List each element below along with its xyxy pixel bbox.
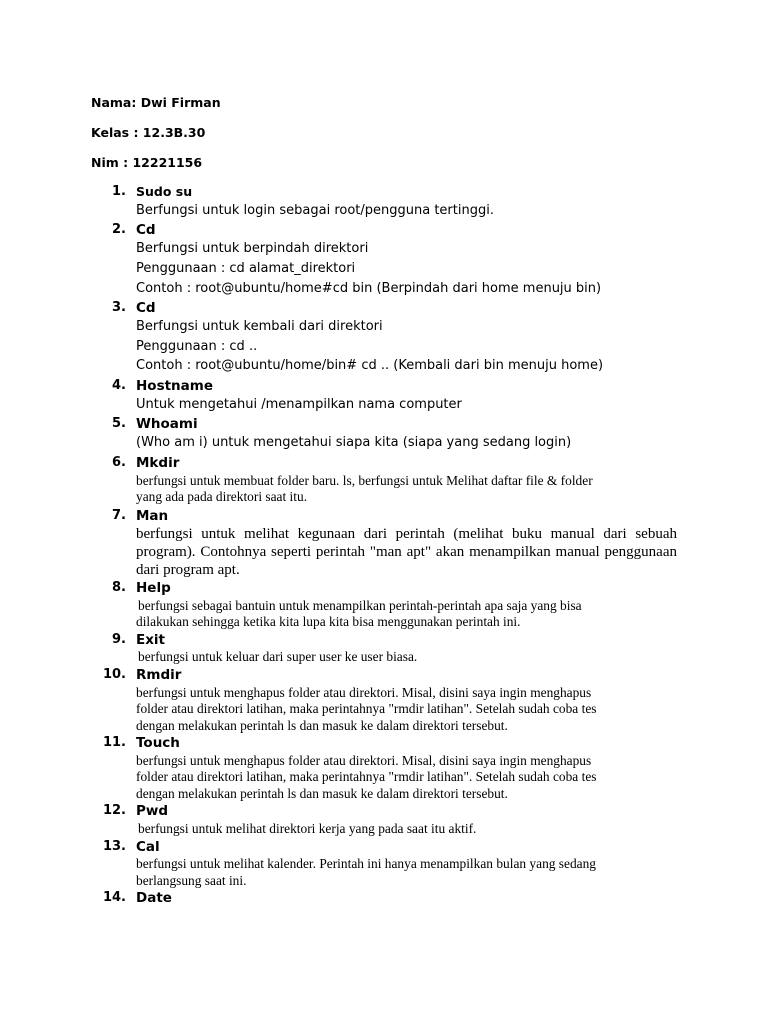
- command-title: Cd: [136, 300, 156, 316]
- command-title: Touch: [136, 735, 180, 751]
- student-name: Nama: Dwi Firman: [91, 95, 221, 110]
- command-description: dengan melakukan perintah ls dan masuk ke dalam direktori tersebut.: [136, 718, 508, 733]
- command-description: yang ada pada direktori saat itu.: [136, 489, 308, 504]
- command-example: Contoh : root@ubuntu/home/bin# cd .. (Kembali dari bin menuju home): [136, 358, 604, 373]
- list-number: 7.: [112, 508, 126, 523]
- command-title: Cd: [136, 222, 156, 238]
- list-number: 5.: [112, 416, 126, 431]
- command-description: berfungsi sebagai bantuin untuk menampilkan perintah-perintah apa saja yang bisa: [138, 598, 582, 613]
- command-description: Berfungsi untuk kembali dari direktori: [136, 319, 383, 334]
- list-number: 12.: [102, 803, 126, 818]
- command-description: Untuk mengetahui /menampilkan nama computer: [136, 397, 462, 412]
- list-number: 6.: [112, 455, 126, 470]
- command-description: berfungsi untuk keluar dari super user ke user biasa.: [138, 649, 418, 664]
- command-title: Whoami: [136, 416, 198, 432]
- list-number: 4.: [112, 378, 126, 393]
- command-description: berfungsi untuk melihat kalender. Perintah ini hanya menampilkan bulan yang sedang: [136, 856, 596, 871]
- command-title: Help: [136, 580, 171, 596]
- command-description: dilakukan sehingga ketika kita lupa kita bisa menggunakan perintah ini.: [136, 614, 521, 629]
- command-description: Berfungsi untuk berpindah direktori: [136, 241, 369, 256]
- command-usage: Penggunaan : cd alamat_direktori: [136, 261, 356, 276]
- command-title: Man: [136, 508, 169, 524]
- command-title: Mkdir: [136, 455, 180, 471]
- student-nim: Nim : 12221156: [91, 155, 203, 170]
- list-number: 3.: [112, 300, 126, 315]
- command-example: Contoh : root@ubuntu/home#cd bin (Berpindah dari home menuju bin): [136, 281, 602, 296]
- command-description: berfungsi untuk melihat kegunaan dari perintah (melihat buku manual dari sebuah program). Contohnya seperti perintah "man apt" akan menampilkan manual penggunaan dari program apt.: [136, 526, 677, 578]
- command-usage: Penggunaan : cd ..: [136, 339, 258, 354]
- command-title: Exit: [136, 632, 166, 648]
- list-number: 10.: [102, 667, 126, 682]
- list-number: 2.: [112, 222, 126, 237]
- command-title: Hostname: [136, 378, 214, 394]
- command-description: Berfungsi untuk login sebagai root/pengguna tertinggi.: [136, 203, 494, 218]
- command-title: Sudo su: [136, 184, 193, 199]
- command-description: berlangsung saat ini.: [136, 873, 247, 888]
- command-description: berfungsi untuk menghapus folder atau direktori. Misal, disini saya ingin menghapus: [136, 685, 592, 700]
- list-number: 8.: [112, 580, 126, 595]
- command-title: Cal: [136, 839, 160, 855]
- command-description: dengan melakukan perintah ls dan masuk ke dalam direktori tersebut.: [136, 786, 508, 801]
- command-title: Rmdir: [136, 667, 182, 683]
- list-number: 1.: [112, 184, 126, 199]
- command-description: folder atau direktori latihan, maka perintahnya "rmdir latihan". Setelah sudah coba tes: [136, 701, 597, 716]
- command-description: berfungsi untuk melihat direktori kerja yang pada saat itu aktif.: [138, 821, 477, 836]
- command-description: folder atau direktori latihan, maka perintahnya "rmdir latihan". Setelah sudah coba tes: [136, 769, 597, 784]
- command-description: (Who am i) untuk mengetahui siapa kita (siapa yang sedang login): [136, 435, 572, 450]
- student-class: Kelas : 12.3B.30: [91, 125, 206, 140]
- list-number: 9.: [112, 632, 126, 647]
- list-number: 11.: [102, 735, 126, 750]
- list-number: 14.: [102, 890, 126, 905]
- list-number: 13.: [102, 839, 126, 854]
- command-description: berfungsi untuk membuat folder baru. ls, berfungsi untuk Melihat daftar file & folder: [136, 473, 593, 488]
- command-description: berfungsi untuk menghapus folder atau direktori. Misal, disini saya ingin menghapus: [136, 753, 592, 768]
- command-title: Date: [136, 890, 172, 906]
- command-title: Pwd: [136, 803, 169, 819]
